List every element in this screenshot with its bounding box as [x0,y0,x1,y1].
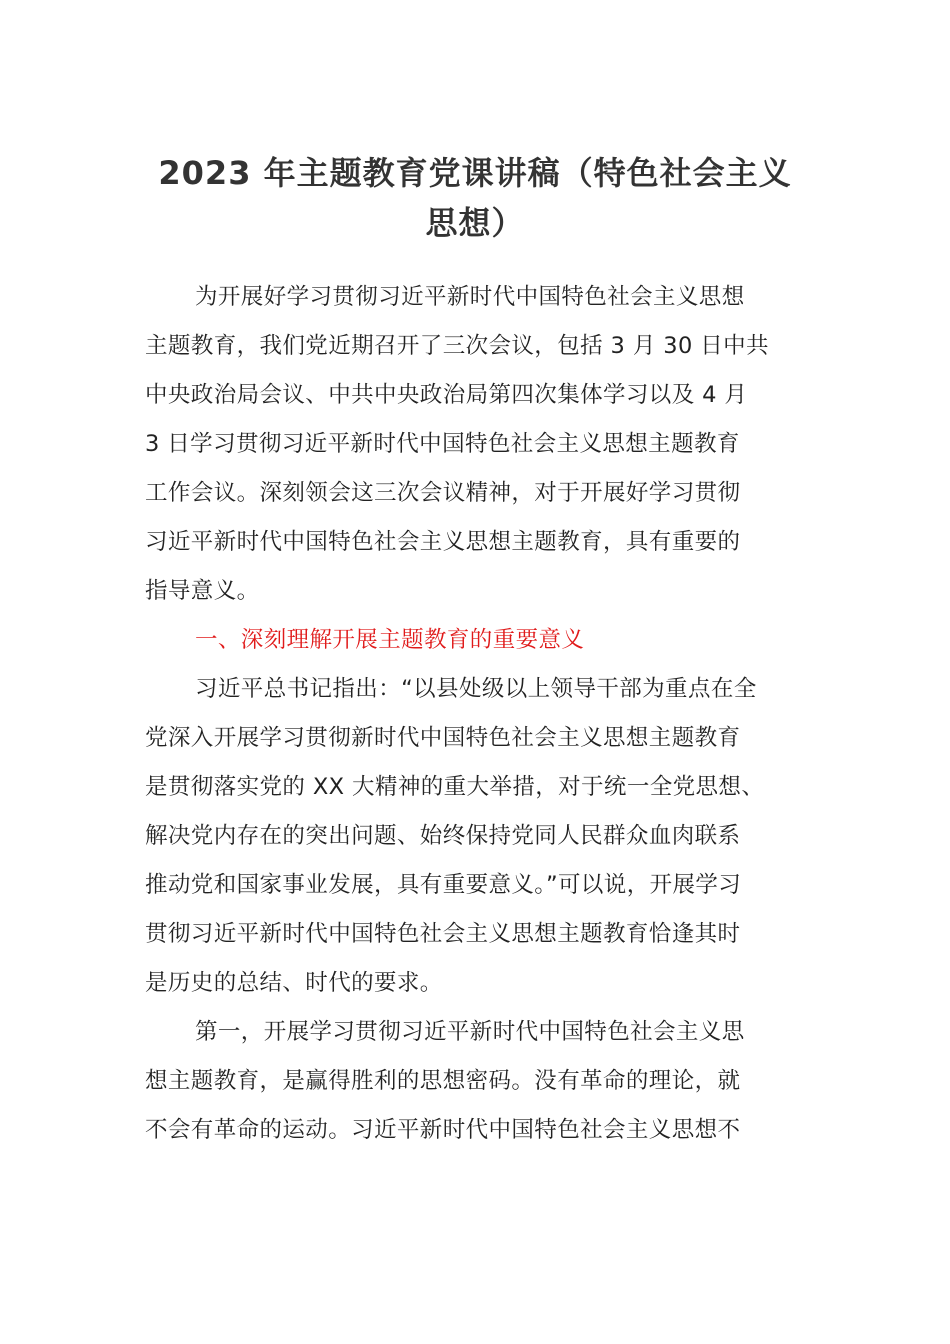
text-line: 党深入开展学习贯彻新时代中国特色社会主义思想主题教育 [145,725,741,751]
text-line: 指导意义。 [145,578,260,604]
title-line-2: 思想） [425,204,525,242]
paragraph-intro [145,273,809,616]
text-line: 解决党内存在的突出问题、始终保持党同人民群众血肉联系 [145,823,741,849]
title-line-1: 2023 年主题教育党课讲稿（特色社会主义 [158,154,792,192]
paragraph-first-point [145,1008,809,1155]
text-line: 第一，开展学习贯彻习近平新时代中国特色社会主义思 [195,1019,745,1045]
text-line: 想主题教育，是赢得胜利的思想密码。没有革命的理论，就 [145,1068,741,1094]
text-line: 是历史的总结、时代的要求。 [145,970,443,996]
section-heading: 一、深刻理解开展主题教育的重要意义 [195,627,585,653]
document-title [120,148,830,248]
text-line: 习近平总书记指出：“以县处级以上领导干部为重点在全 [195,676,757,702]
text-line: 推动党和国家事业发展，具有重要意义。”可以说，开展学习 [145,872,742,898]
text-line: 工作会议。深刻领会这三次会议精神，对于开展好学习贯彻 [145,480,741,506]
text-line: 是贯彻落实党的 XX 大精神的重大举措，对于统一全党思想、 [145,774,765,800]
paragraph-quote [145,665,809,1008]
text-line: 为开展好学习贯彻习近平新时代中国特色社会主义思想 [195,284,745,310]
text-line: 贯彻习近平新时代中国特色社会主义思想主题教育恰逢其时 [145,921,741,947]
document-body [145,273,809,1155]
text-line: 中央政治局会议、中共中央政治局第四次集体学习以及 4 月 [145,382,748,408]
text-line: 习近平新时代中国特色社会主义思想主题教育，具有重要的 [145,529,741,555]
text-line: 不会有革命的运动。习近平新时代中国特色社会主义思想不 [145,1117,741,1143]
text-line: 主题教育，我们党近期召开了三次会议，包括 3 月 30 日中共 [145,333,769,359]
text-line: 3 日学习贯彻习近平新时代中国特色社会主义思想主题教育 [145,431,740,457]
